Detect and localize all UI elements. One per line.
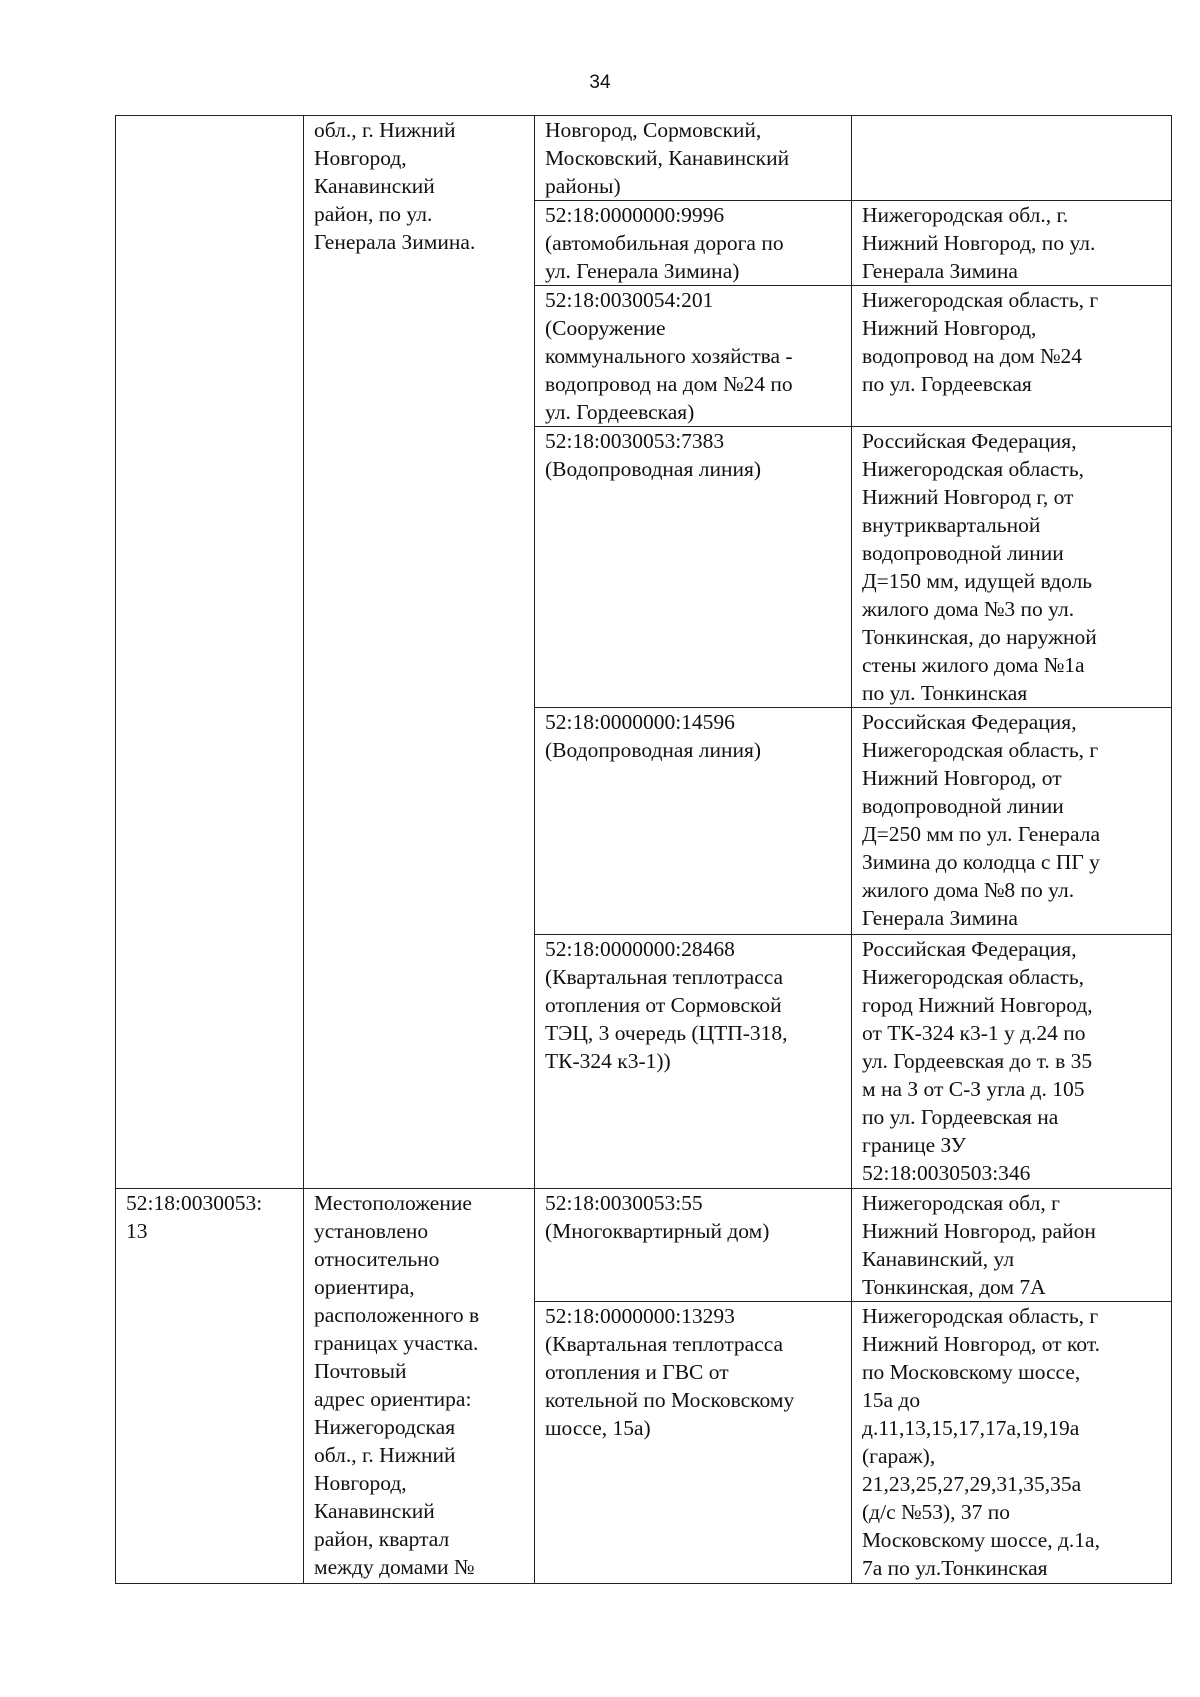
- object-cadastral-line: отопления от Сормовской: [545, 993, 782, 1017]
- object-address-line: Д=250 мм по ул. Генерала: [862, 822, 1101, 846]
- object-cadastral-line: ТЭЦ, 3 очередь (ЦТП-318,: [545, 1021, 788, 1045]
- object-address-line: водопроводной линии: [862, 541, 1064, 565]
- object-address-line: 52:18:0030503:346: [862, 1161, 1031, 1185]
- object-cadastral-line: коммунального хозяйства -: [545, 344, 793, 368]
- location-line: Канавинский: [314, 174, 435, 198]
- object-address-line: Генерала Зимина: [862, 259, 1018, 283]
- location-line: адрес ориентира:: [314, 1387, 472, 1411]
- object-cadastral-line: (Водопроводная линия): [545, 738, 762, 762]
- location-line: обл., г. Нижний: [314, 1443, 456, 1467]
- object-address-line: Нижегородская область,: [862, 457, 1085, 481]
- object-address-line: Нижегородская область, г: [862, 738, 1099, 762]
- object-address-line: м на З от С-З угла д. 105: [862, 1077, 1085, 1101]
- object-cadastral-line: 52:18:0030054:201: [545, 288, 714, 312]
- page-number: 34: [589, 72, 611, 93]
- object-cadastral-cell: [535, 1302, 852, 1584]
- object-cadastral-line: шоссе, 15а): [545, 1416, 651, 1440]
- object-address-cell: [852, 427, 1172, 708]
- object-address-line: Российская Федерация,: [862, 937, 1077, 961]
- location-line: Новгород,: [314, 146, 407, 170]
- object-address-line: Генерала Зимина: [862, 906, 1018, 930]
- object-address-line: Нижний Новгород, от кот.: [862, 1332, 1101, 1356]
- object-address-line: по ул. Гордеевская: [862, 372, 1032, 396]
- object-address-line: Нижегородская область,: [862, 965, 1085, 989]
- object-address-line: Московскому шоссе, д.1а,: [862, 1528, 1100, 1552]
- location-cell: [304, 116, 535, 1189]
- table-row: [116, 1189, 1172, 1302]
- location-line: Почтовый: [314, 1359, 407, 1383]
- object-address-line: Российская Федерация,: [862, 710, 1077, 734]
- object-address-line: 15а до: [862, 1388, 921, 1412]
- object-address-line: (гараж),: [862, 1444, 936, 1468]
- object-address-line: д.11,13,15,17,17а,19,19а: [862, 1416, 1080, 1440]
- object-address-line: от ТК-324 к3-1 у д.24 по: [862, 1021, 1086, 1045]
- object-address-line: Нижегородская обл., г.: [862, 203, 1069, 227]
- object-cadastral-cell: [535, 1189, 852, 1302]
- cadastral-number-line: 13: [126, 1219, 148, 1243]
- location-line: ориентира,: [314, 1275, 415, 1299]
- object-cadastral-line: (Квартальная теплотрасса: [545, 965, 784, 989]
- object-address-line: Нижегородская обл, г: [862, 1191, 1060, 1215]
- object-address-cell: [852, 116, 1172, 201]
- location-line: Местоположение: [314, 1191, 472, 1215]
- object-cadastral-line: Новгород, Сормовский,: [545, 118, 762, 142]
- object-address-cell: [852, 1302, 1172, 1584]
- object-address-line: водопроводной линии: [862, 794, 1064, 818]
- object-address-line: стены жилого дома №1а: [862, 653, 1085, 677]
- object-address-line: Нижегородская область, г: [862, 1304, 1099, 1328]
- object-cadastral-line: 52:18:0030053:55: [545, 1191, 703, 1215]
- object-address-line: по ул. Тонкинская: [862, 681, 1028, 705]
- object-address-line: 7а по ул.Тонкинская: [862, 1556, 1048, 1580]
- object-address-line: Канавинский, ул: [862, 1247, 1015, 1271]
- object-address-line: границе ЗУ: [862, 1133, 967, 1157]
- object-address-line: Нижний Новгород г, от: [862, 485, 1074, 509]
- object-cadastral-line: ул. Генерала Зимина): [545, 259, 740, 283]
- object-address-line: по Московскому шоссе,: [862, 1360, 1081, 1384]
- location-line: Генерала Зимина.: [314, 230, 476, 254]
- location-line: район, квартал: [314, 1527, 450, 1551]
- object-cadastral-line: 52:18:0030053:7383: [545, 429, 725, 453]
- object-cadastral-line: 52:18:0000000:14596: [545, 710, 735, 734]
- object-address-cell: [852, 708, 1172, 935]
- object-address-cell: [852, 286, 1172, 427]
- object-cadastral-line: (Многоквартирный дом): [545, 1219, 770, 1243]
- location-line: Нижегородская: [314, 1415, 456, 1439]
- location-line: обл., г. Нижний: [314, 118, 456, 142]
- object-cadastral-line: водопровод на дом №24 по: [545, 372, 793, 396]
- object-address-line: жилого дома №3 по ул.: [862, 597, 1075, 621]
- object-cadastral-line: котельной по Московскому: [545, 1388, 795, 1412]
- object-cadastral-line: ТК-324 к3-1)): [545, 1049, 671, 1073]
- object-cadastral-cell: [535, 201, 852, 286]
- object-cadastral-line: (Сооружение: [545, 316, 666, 340]
- location-line: Канавинский: [314, 1499, 435, 1523]
- location-line: относительно: [314, 1247, 440, 1271]
- object-address-line: Д=150 мм, идущей вдоль: [862, 569, 1093, 593]
- object-cadastral-line: 52:18:0000000:13293: [545, 1304, 735, 1328]
- object-address-cell: [852, 935, 1172, 1189]
- cadastral-number-cell: [116, 1189, 304, 1584]
- object-cadastral-line: ул. Гордеевская): [545, 400, 695, 424]
- object-cadastral-line: отопления и ГВС от: [545, 1360, 729, 1384]
- location-line: между домами №: [314, 1555, 475, 1579]
- object-address-line: Нижегородская область, г: [862, 288, 1099, 312]
- object-address-line: Нижний Новгород,: [862, 316, 1037, 340]
- object-cadastral-cell: [535, 116, 852, 201]
- objects-table: [115, 115, 1172, 1584]
- location-line: границах участка.: [314, 1331, 479, 1355]
- location-line: установлено: [314, 1219, 429, 1243]
- object-address-line: Тонкинская, до наружной: [862, 625, 1097, 649]
- location-line: Новгород,: [314, 1471, 407, 1495]
- object-cadastral-line: (Квартальная теплотрасса: [545, 1332, 784, 1356]
- object-cadastral-line: районы): [545, 174, 621, 198]
- cadastral-number-line: 52:18:0030053:: [126, 1191, 263, 1215]
- cadastral-number-cell: [116, 116, 304, 1189]
- object-address-line: Нижний Новгород, от: [862, 766, 1062, 790]
- object-address-line: 21,23,25,27,29,31,35,35а: [862, 1472, 1082, 1496]
- object-cadastral-cell: [535, 708, 852, 935]
- object-address-line: Зимина до колодца с ПГ у: [862, 850, 1100, 874]
- object-cadastral-cell: [535, 935, 852, 1189]
- object-address-line: по ул. Гордеевская на: [862, 1105, 1059, 1129]
- object-cadastral-cell: [535, 286, 852, 427]
- object-address-line: водопровод на дом №24: [862, 344, 1082, 368]
- object-cadastral-line: 52:18:0000000:9996: [545, 203, 725, 227]
- object-cadastral-line: Московский, Канавинский: [545, 146, 790, 170]
- location-line: расположенного в: [314, 1303, 480, 1327]
- object-cadastral-line: (автомобильная дорога по: [545, 231, 784, 255]
- object-address-line: Российская Федерация,: [862, 429, 1077, 453]
- object-address-line: Нижний Новгород, по ул.: [862, 231, 1096, 255]
- object-address-line: жилого дома №8 по ул.: [862, 878, 1075, 902]
- object-address-cell: [852, 201, 1172, 286]
- object-address-line: (д/с №53), 37 по: [862, 1500, 1011, 1524]
- object-address-line: город Нижний Новгород,: [862, 993, 1093, 1017]
- object-address-cell: [852, 1189, 1172, 1302]
- object-address-line: внутриквартальной: [862, 513, 1041, 537]
- object-cadastral-line: 52:18:0000000:28468: [545, 937, 735, 961]
- object-address-line: ул. Гордеевская до т. в 35: [862, 1049, 1093, 1073]
- table-row: [116, 116, 1172, 201]
- object-cadastral-cell: [535, 427, 852, 708]
- object-address-line: Нижний Новгород, район: [862, 1219, 1096, 1243]
- location-line: район, по ул.: [314, 202, 433, 226]
- location-cell: [304, 1189, 535, 1584]
- object-cadastral-line: (Водопроводная линия): [545, 457, 762, 481]
- object-address-line: Тонкинская, дом 7А: [862, 1275, 1046, 1299]
